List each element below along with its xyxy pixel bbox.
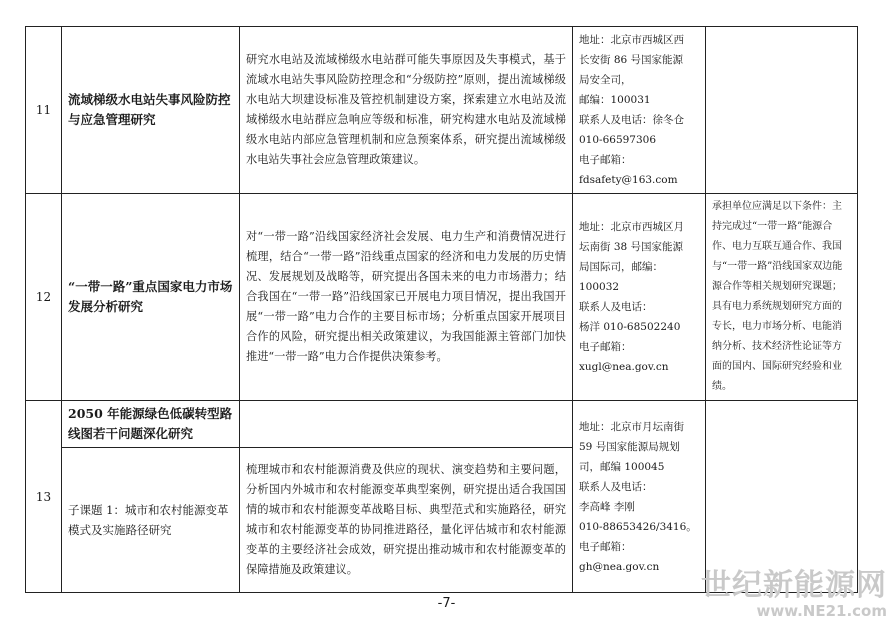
subproject-name: 子课题 1：城市和农村能源变革模式及实施路径研究: [62, 448, 240, 593]
contact-line: 局国际司，邮编：: [579, 261, 663, 273]
contact-info: [573, 27, 706, 194]
contact-info: [573, 194, 706, 401]
contact-line: 杨洋 010-68502240: [579, 321, 681, 333]
requirements: [706, 27, 858, 194]
contact-line: 司，邮编 100045: [579, 460, 665, 473]
watermark-text: 世纪新能源网: [701, 568, 887, 603]
contact-line: 地址：北京市西城区西: [579, 34, 684, 46]
contact-line: 电子邮箱：: [579, 154, 632, 166]
watermark-url: www.NE21.com: [756, 602, 887, 620]
contact-line: 010-88653426/3416。: [579, 520, 697, 533]
contact-line: 地址：北京市西城区月: [579, 221, 684, 233]
contact-line: 长安街 86 号国家能源: [579, 54, 684, 66]
contact-info: [573, 401, 706, 593]
contact-line: 电子邮箱：: [579, 540, 632, 553]
project-name: 2050 年能源绿色低碳转型路线图若干问题深化研究: [62, 401, 240, 448]
row-number: 13: [26, 401, 62, 593]
watermark-logo: [701, 568, 887, 620]
research-content: 对“一带一路”沿线国家经济社会发展、电力生产和消费情况进行梳理，结合“一带一路”沿线重点国家的经济和电力发展的历史情况、发展规划及战略等，研究提出各国未来的电力市场潜力；结合我国在“一带一路”沿线国家已开展电力项目情况，提出我国开展“一带一路”电力合作的主要目标市场；分析重点国家开展项目合作的风险，研究提出相关政策建议，为我国能源主管部门加快推进“一带一路”电力合作提供决策参考。: [240, 194, 573, 401]
research-content-empty: [240, 401, 573, 448]
contact-line: xugl@nea.gov.cn: [579, 361, 669, 373]
row-number: 11: [26, 27, 62, 194]
table-row: [26, 401, 858, 448]
contact-line: 局安全司，: [579, 74, 632, 86]
contact-line: 联系人及电话：: [579, 480, 653, 493]
research-content: 梳理城市和农村能源消费及供应的现状、演变趋势和主要问题，分析国内外城市和农村能源变革典型案例，研究提出适合我国国情的城市和农村能源变革战略目标、典型范式和实施路径，研究城市和农村能源变革的协同推进路径，量化评估城市和农村能源变革的主要经济社会成效，研究提出推动城市和农村能源变革的保障措施及政策建议。: [240, 448, 573, 593]
requirements: [706, 401, 858, 593]
table-row: [26, 27, 858, 194]
contact-line: 联系人及电话：: [579, 301, 653, 313]
projects-table: [25, 26, 858, 593]
contact-line: 59 号国家能源局规划: [579, 440, 680, 453]
contact-line: 地址：北京市月坛南街: [579, 420, 684, 433]
contact-line: fdsafety@163.com: [579, 174, 678, 186]
requirements: 承担单位应满足以下条件：主持完成过“一带一路”能源合作、电力互联互通合作、我国与“一带一路”沿线国家双边能源合作等相关规划研究课题；具有电力系统规划研究方面的专长，电力市场分析、电能消纳分析、技术经济性论证等方面的国内、国际研究经验和业绩。: [706, 194, 858, 401]
table-row: [26, 194, 858, 401]
project-name: “一带一路”重点国家电力市场发展分析研究: [62, 194, 240, 401]
page-number: -7-: [437, 596, 456, 611]
contact-line: gh@nea.gov.cn: [579, 560, 660, 573]
contact-line: 电子邮箱：: [579, 341, 632, 353]
row-number: 12: [26, 194, 62, 401]
research-content: 研究水电站及流域梯级水电站群可能失事原因及失事模式，基于流域水电站失事风险防控理念和“分级防控”原则，提出流域梯级水电站大坝建设标准及管控机制建设方案，探索建立水电站及流域梯级水电站群应急响应等级和标准，研究构建水电站及流域梯级水电站内部应急管理机制和应急预案体系，研究提出流域梯级水电站失事社会应急管理政策建议。: [240, 27, 573, 194]
contact-line: 010-66597306: [579, 134, 657, 146]
contact-line: 联系人及电话：徐冬仓: [579, 114, 684, 126]
contact-line: 李高峰 李刚: [579, 500, 635, 513]
contact-line: 邮编：100031: [579, 94, 651, 106]
contact-line: 坛南街 38 号国家能源: [579, 241, 684, 253]
project-name: 流域梯级水电站失事风险防控与应急管理研究: [62, 27, 240, 194]
contact-line: 100032: [579, 281, 620, 293]
